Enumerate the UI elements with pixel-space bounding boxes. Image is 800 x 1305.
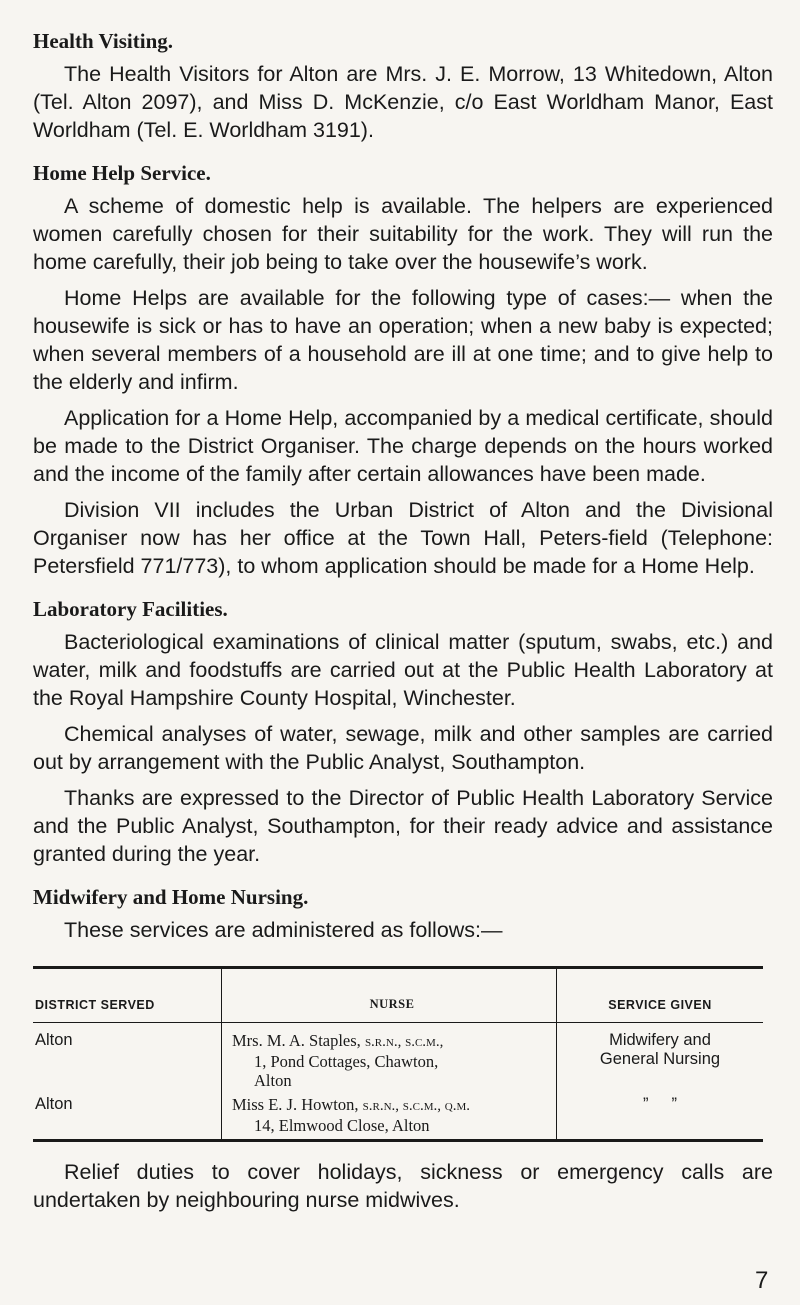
heading-home-help: Home Help Service. [33,161,211,185]
heading-laboratory: Laboratory Facilities. [33,597,228,621]
service-line: Midwifery and [609,1031,711,1049]
paragraph: Home Helps are available for the following type of cases:— when the housewife is sick or has to have an operation; when a new baby is expected; when several members of a household are ill at one time; and to give help to the elderly and infirm. [33,286,773,394]
heading-midwifery: Midwifery and Home Nursing. [33,885,309,909]
nurse-address-line: 1, Pond Cottages, Chawton, [254,1052,439,1071]
cell-district: Alton [35,1031,73,1049]
cell-nurse [222,1023,557,1092]
nurse-name-line [232,1095,552,1116]
paragraph: Division VII includes the Urban District of Alton and the Divisional Organiser now has her office at the Town Hall, Peters-field (Telephone: Petersfield 771/773), to whom application should be made for a Home Help. [33,498,773,578]
table-header-row [33,968,763,1023]
column-header-district: DISTRICT SERVED [33,968,222,1023]
service-line: General Nursing [599,1050,721,1068]
document-page [33,28,773,1214]
heading-health-visiting: Health Visiting. [33,29,174,53]
nurse-name-line [232,1031,552,1052]
cell-district: Alton [35,1095,73,1113]
paragraph: Application for a Home Help, accompanied by a medical certificate, should be made to the District Organiser. The charge depends on the hours worked and the income of the family after certain allowances have been made. [33,406,773,486]
nurse-name: Mrs. M. A. Staples, [232,1031,365,1050]
nurse-address-line: Alton [254,1071,292,1090]
table-row [33,1091,763,1141]
paragraph: The Health Visitors for Alton are Mrs. J. E. Morrow, 13 Whitedown, Alton (Tel. Alton 2097), and Miss D. McKenzie, c/o East Worldham Manor, East Worldham (Tel. E. Worldham 3191). [33,62,773,142]
nurse-qualifications: s.r.n., s.c.m., q.m. [362,1098,470,1114]
ditto-marks: ” ” [643,1095,677,1113]
column-header-service: SERVICE GIVEN [557,968,764,1023]
table-row [33,1023,763,1092]
nurse-qualifications: s.r.n., s.c.m., [364,1034,444,1050]
paragraph: Bacteriological examinations of clinical matter (sputum, swabs, etc.) and water, milk and foodstuffs are carried out at the Public Health Laboratory at the Royal Hampshire County Hospital, Winchester. [33,630,773,710]
nurse-address-line: 14, Elmwood Close, Alton [254,1116,430,1135]
cell-service [557,1023,764,1092]
section-laboratory [33,596,773,868]
paragraph: Chemical analyses of water, sewage, milk and other samples are carried out by arrangement with the Public Analyst, Southampton. [33,722,773,774]
column-header-nurse: NURSE [222,968,557,1023]
paragraph: Thanks are expressed to the Director of Public Health Laboratory Service and the Public Analyst, Southampton, for their ready advice and assistance granted during the year. [33,786,773,866]
nurse-name: Miss E. J. Howton, [232,1095,363,1114]
paragraph: A scheme of domestic help is available. The helpers are experienced women carefully chosen for their suitability for the work. They will run the home carefully, their job being to take over the housewife’s work. [33,194,773,274]
section-home-help [33,160,773,580]
paragraph: These services are administered as follows:— [64,918,503,942]
section-midwifery [33,884,773,1214]
page-number: 7 [755,1267,769,1294]
services-table [33,966,763,1142]
cell-service [557,1091,764,1141]
section-health-visiting [33,28,773,144]
paragraph-relief-duties: Relief duties to cover holidays, sickness or emergency calls are undertaken by neighbouring nurse midwives. [33,1160,773,1212]
cell-nurse [222,1091,557,1141]
